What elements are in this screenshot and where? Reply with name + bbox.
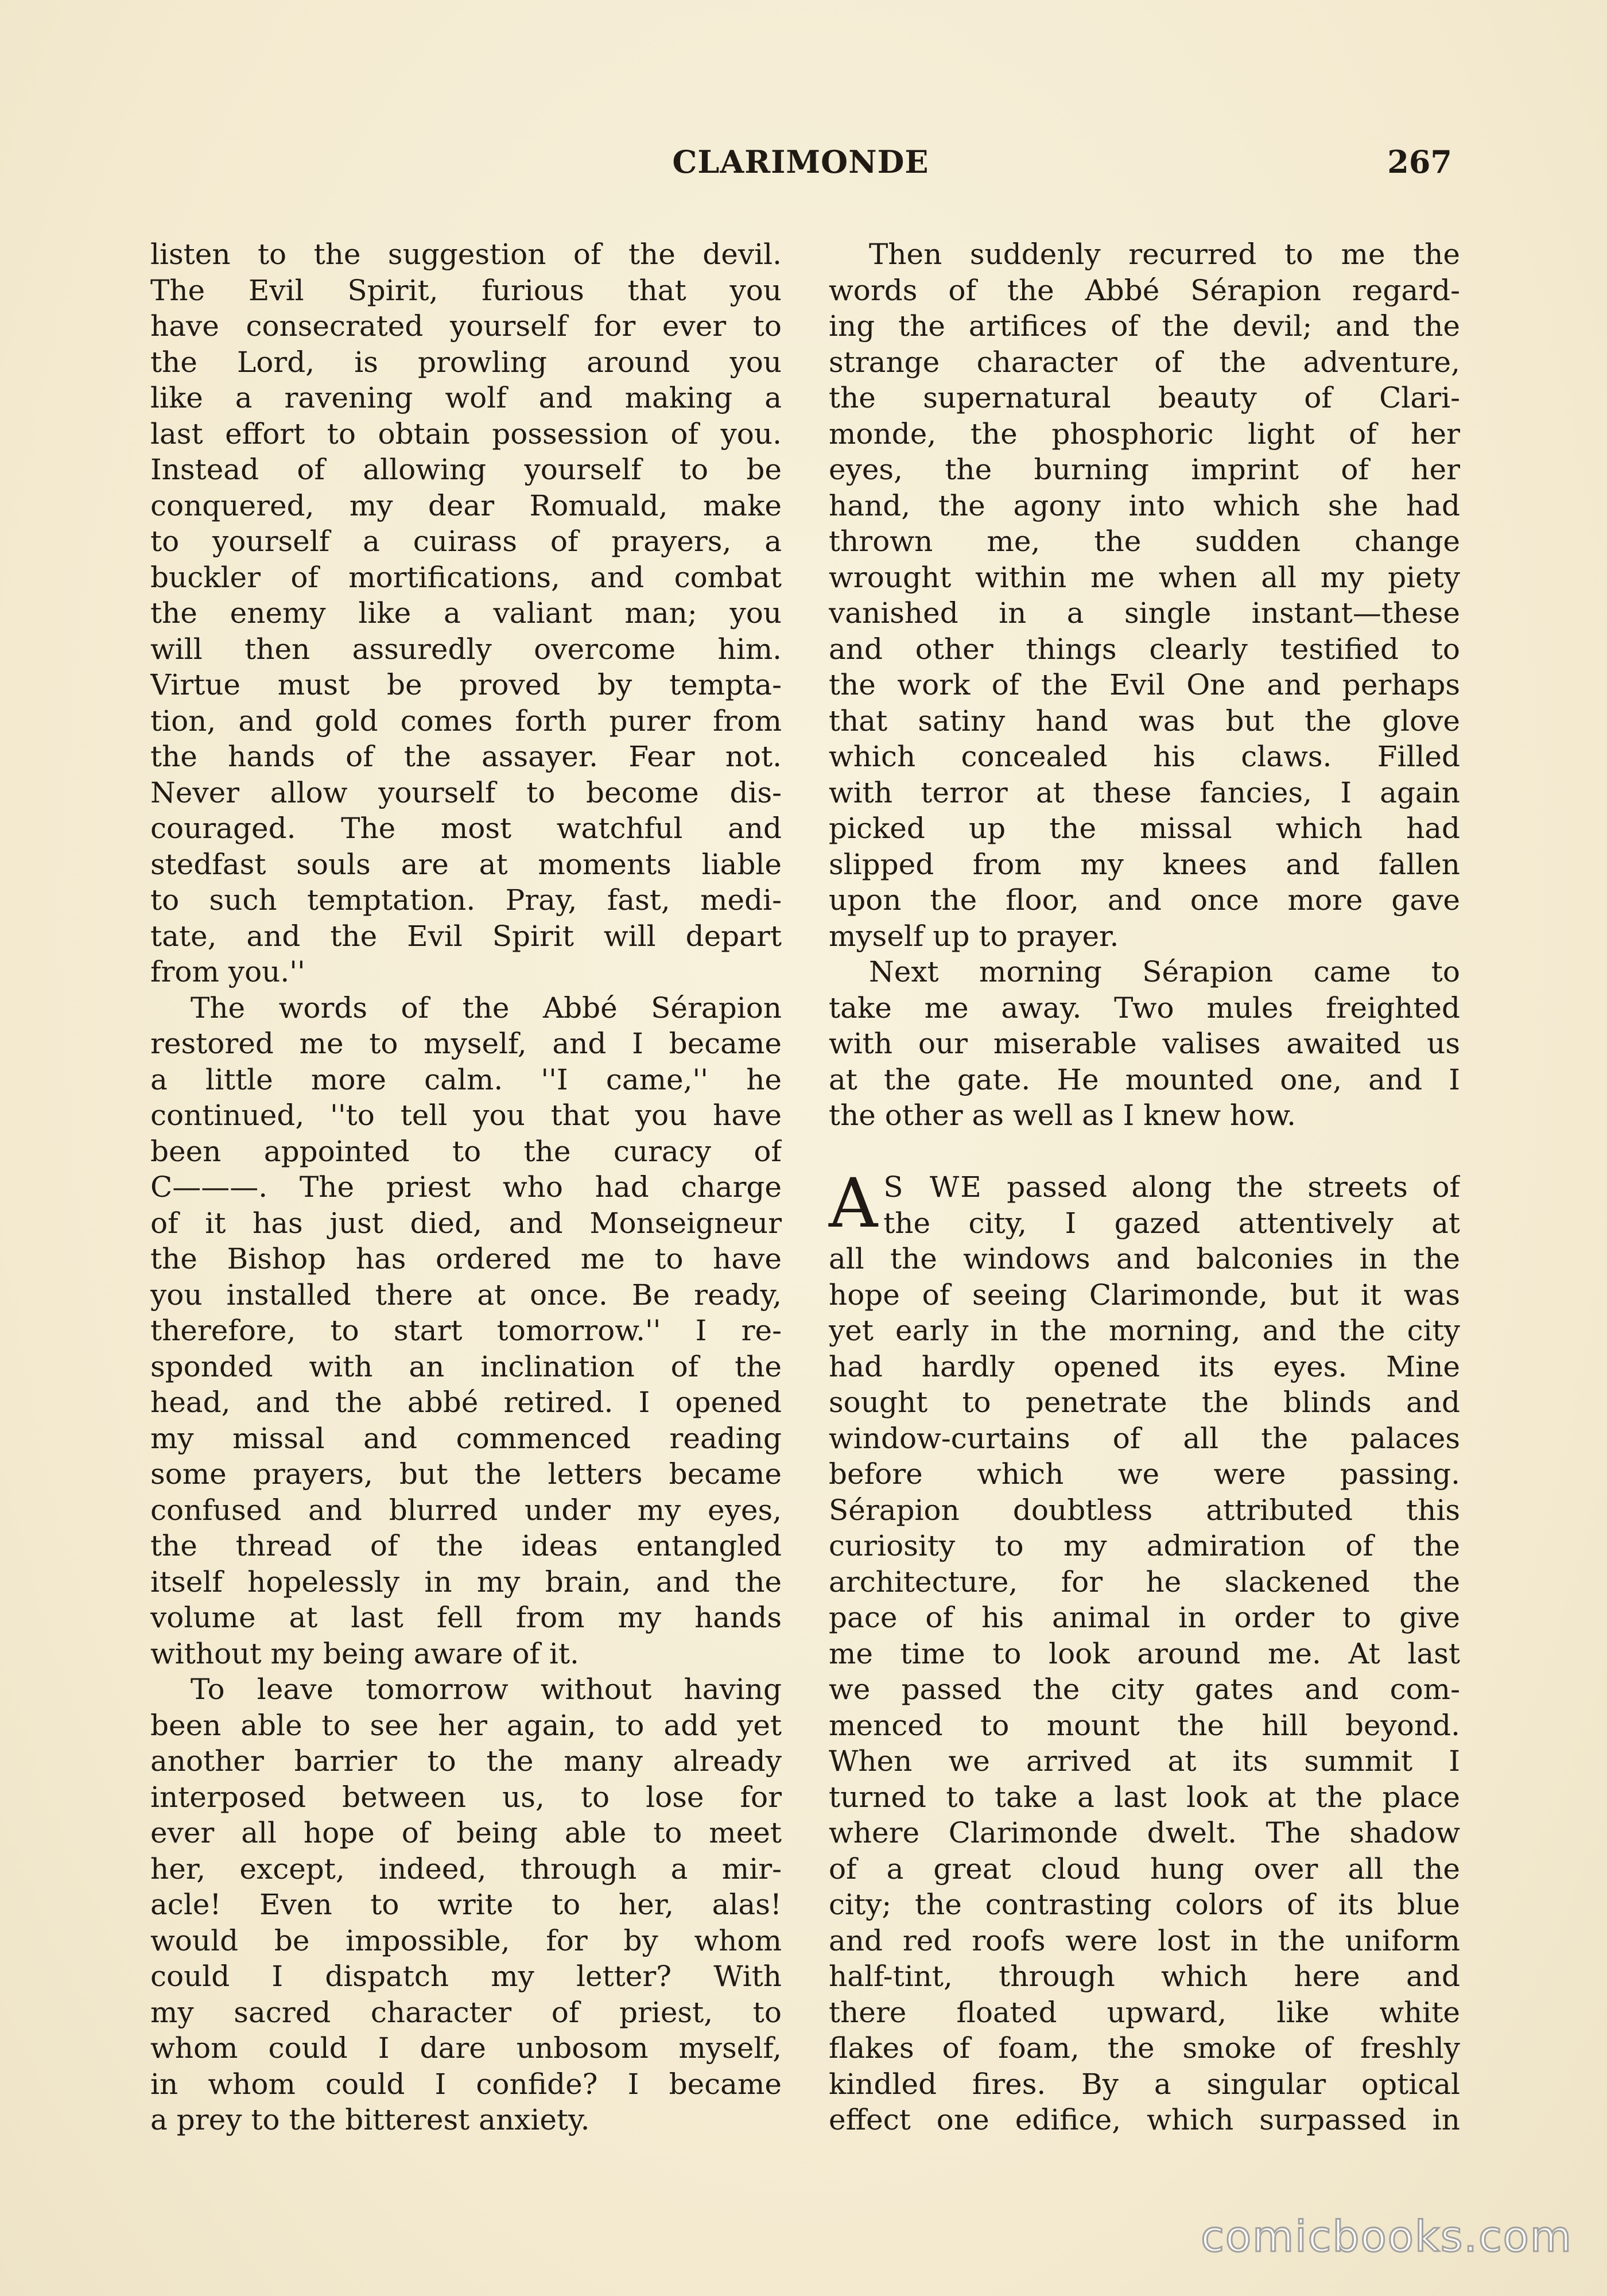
text-line: kindled fires. By a singular optical [829,2067,1460,2101]
text-line: could I dispatch my letter? With [150,1960,782,1993]
text-line: pace of his animal in order to give [829,1601,1460,1634]
text-line: the Lord, is prowling around you [150,345,782,379]
text-line: the hands of the assayer. Fear not. [150,740,782,773]
text-line: upon the floor, and once more gave [829,883,1460,917]
right-column-lower-text [829,1241,1460,2138]
text-line: restored me to myself, and I became [150,1027,782,1060]
text-line: of a great cloud hung over all the [829,1852,1460,1886]
text-line: where Clarimonde dwelt. The shadow [829,1816,1460,1849]
text-line: all the windows and balconies in the [829,1242,1460,1275]
text-line: had hardly opened its eyes. Mine [829,1349,1460,1383]
text-line: therefore, to start tomorrow.'' I re- [150,1314,782,1347]
page-header [149,144,1452,189]
text-line: half-tint, through which here and [829,1960,1460,1993]
text-line: interposed between us, to lose for [150,1780,782,1814]
text-line: a little more calm. ''I came,'' he [150,1062,782,1096]
text-line: Never allow yourself to become dis- [150,775,782,809]
text-line: would be impossible, for by whom [150,1923,782,1957]
text-line: and red roofs were lost in the uniform [829,1923,1460,1957]
right-text-column [829,236,1460,2138]
text-line: hope of seeing Clarimonde, but it was [829,1278,1460,1312]
text-line: conquered, my dear Romuald, make [150,488,782,522]
text-line: before which we were passing. [829,1457,1460,1491]
text-line: you installed there at once. Be ready, [150,1278,782,1312]
text-line: have consecrated yourself for ever to [150,309,782,343]
text-line: been able to see her again, to add yet [150,1708,782,1742]
text-line: curiosity to my admiration of the [829,1529,1460,1562]
text-line: the city, I gazed attentively at [883,1206,1460,1240]
text-line: turned to take a last look at the place [829,1780,1460,1814]
text-line: wrought within me when all my piety [829,560,1460,594]
text-line: Next morning Sérapion came to [869,955,1460,988]
text-line: last effort to obtain possession of you. [150,417,782,451]
text-line: sought to penetrate the blinds and [829,1386,1460,1419]
text-line: thrown me, the sudden change [829,525,1460,558]
text-line: another barrier to the many already [150,1744,782,1778]
text-line: Virtue must be proved by tempta- [150,668,782,701]
text-line: the enemy like a valiant man; you [150,596,782,630]
text-line: take me away. Two mules freighted [829,991,1460,1025]
text-line: itself hopelessly in my brain, and the [150,1565,782,1599]
section-break [829,1134,1460,1170]
text-line: the thread of the ideas entangled [150,1529,782,1562]
text-line: words of the Abbé Sérapion regard- [829,273,1460,307]
text-line: my missal and commenced reading [150,1421,782,1455]
text-line: couraged. The most watchful and [150,812,782,845]
text-line: will then assuredly overcome him. [150,632,782,666]
text-line: slipped from my knees and fallen [829,847,1460,881]
watermark-logo: comicbooks.com [1201,2212,1573,2262]
text-line: confused and blurred under my eyes, [150,1493,782,1527]
text-line: To leave tomorrow without having [191,1673,782,1706]
text-line: we passed the city gates and com- [829,1673,1460,1706]
text-line: Instead of allowing yourself to be [150,453,782,486]
text-line: hand, the agony into which she had [829,488,1460,522]
text-line: The words of the Abbé Sérapion [191,991,782,1025]
text-line: buckler of mortifications, and combat [150,560,782,594]
text-line: tate, and the Evil Spirit will depart [150,919,782,953]
text-line: architecture, for he slackened the [829,1565,1460,1599]
text-line: that satiny hand was but the glove [829,704,1460,738]
text-line: effect one edifice, which surpassed in [829,2103,1460,2136]
text-line: ing the artifices of the devil; and the [829,309,1460,343]
text-line: strange character of the adventure, [829,345,1460,379]
drop-cap-letter: A [829,1163,878,1243]
small-caps-opening: S WE [883,1170,983,1204]
text-line: city; the contrasting colors of its blue [829,1888,1460,1921]
section-opening [829,1163,1460,1243]
text-line: myself up to prayer. [829,919,1119,953]
text-line: which concealed his claws. Filled [829,740,1460,773]
text-line: C———. The priest who had charge [150,1170,782,1204]
text-line: window-curtains of all the palaces [829,1421,1460,1455]
text-line: eyes, the burning imprint of her [829,453,1460,486]
text-line: continued, ''to tell you that you have [150,1099,782,1132]
text-line: without my being aware of it. [150,1636,579,1670]
text-line: acle! Even to write to her, alas! [150,1888,782,1921]
text-line: a prey to the bitterest anxiety. [150,2103,590,2136]
left-text-column [150,236,782,2138]
page-number: 267 [1387,144,1452,180]
text-line: there floated upward, like white [829,1995,1460,2029]
text-line: her, except, indeed, through a mir- [150,1852,782,1886]
running-head-title: CLARIMONDE [672,144,929,180]
text-line: with terror at these fancies, I again [829,775,1460,809]
text-line: with our miserable valises awaited us [829,1027,1460,1060]
text-line-rest: passed along the streets of [1007,1170,1460,1204]
text-line: of it has just died, and Monseigneur [150,1206,782,1240]
text-line: vanished in a single instant—these [829,596,1460,630]
text-line: some prayers, but the letters became [150,1457,782,1491]
text-line: the work of the Evil One and perhaps [829,668,1460,701]
text-line: stedfast souls are at moments liable [150,847,782,881]
text-line: the Bishop has ordered me to have [150,1242,782,1275]
text-line: at the gate. He mounted one, and I [829,1062,1460,1096]
text-line [883,1169,1460,1205]
text-line: The Evil Spirit, furious that you [150,273,782,307]
text-line: and other things clearly testified to [829,632,1460,666]
text-line: like a ravening wolf and making a [150,381,782,414]
right-column-upper-text [829,236,1460,1134]
text-line: sponded with an inclination of the [150,1349,782,1383]
text-line: the supernatural beauty of Clari- [829,381,1460,414]
text-line: the other as well as I knew how. [829,1099,1297,1132]
text-line: me time to look around me. At last [829,1636,1460,1670]
text-line: in whom could I confide? I became [150,2067,782,2101]
text-line: ever all hope of being able to meet [150,1816,782,1849]
text-line: yet early in the morning, and the city [829,1314,1460,1347]
text-line: been appointed to the curacy of [150,1134,782,1168]
text-line: menced to mount the hill beyond. [829,1708,1460,1742]
text-line: Then suddenly recurred to me the [869,238,1460,271]
text-line: head, and the abbé retired. I opened [150,1386,782,1419]
text-line: whom could I dare unbosom myself, [150,2031,782,2065]
text-line: my sacred character of priest, to [150,1995,782,2029]
text-line: picked up the missal which had [829,812,1460,845]
text-line: volume at last fell from my hands [150,1601,782,1634]
text-line: flakes of foam, the smoke of freshly [829,2031,1460,2065]
text-line: Sérapion doubtless attributed this [829,1493,1460,1527]
text-line: to yourself a cuirass of prayers, a [150,525,782,558]
text-line: to such temptation. Pray, fast, medi- [150,883,782,917]
text-line: When we arrived at its summit I [829,1744,1460,1778]
text-line: monde, the phosphoric light of her [829,417,1460,451]
text-line: tion, and gold comes forth purer from [150,704,782,738]
text-line: from you.'' [150,955,305,988]
text-line: listen to the suggestion of the devil. [150,238,782,271]
